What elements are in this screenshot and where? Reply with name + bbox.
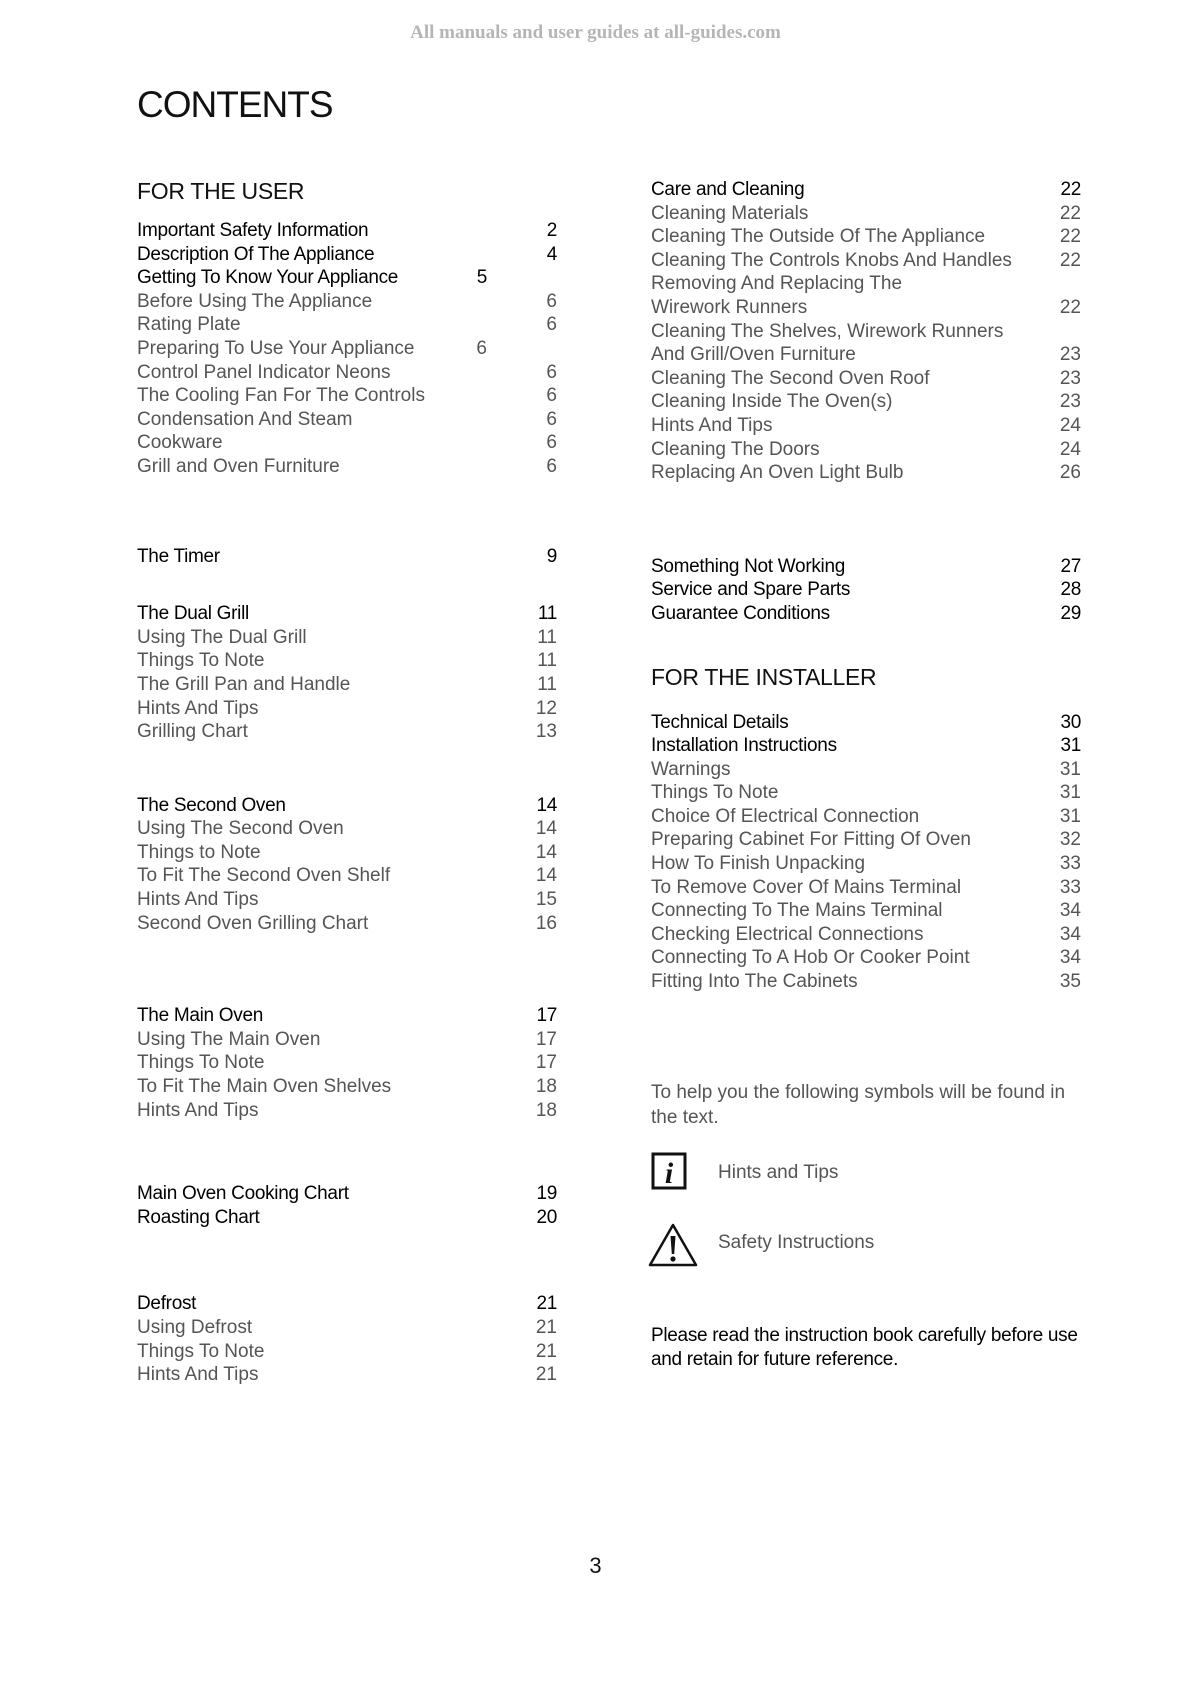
legend-safety [651,1222,1081,1292]
toc-entry [137,1004,557,1028]
toc-entry [651,578,1081,602]
toc-entry-page: 31 [1059,782,1081,804]
toc-entry-page: 23 [1059,391,1081,413]
toc-entry-label: Second Oven Grilling Chart [137,912,369,934]
toc-entry [651,852,1081,876]
toc-entry [651,758,1081,782]
toc-entry-label: Defrost [137,1293,197,1315]
legend-safety-label: Safety Instructions [718,1231,875,1253]
symbols-intro: To help you the following symbols will be found in the text. [651,1081,1066,1128]
warning-triangle-icon [647,1222,699,1273]
toc-entry-page: 11 [537,673,557,695]
toc-entry [137,431,557,455]
toc-entry-label: Checking Electrical Connections [651,923,924,945]
toc-entry-label: Hints And Tips [651,414,773,436]
toc-entry-label: Getting To Know Your Appliance [137,267,399,289]
toc-entry [137,1316,557,1340]
svg-text:i: i [664,1156,674,1190]
toc-entry [651,320,1081,344]
toc-entry [651,202,1081,226]
toc-entry [651,828,1081,852]
toc-entry-page: 6 [546,385,557,407]
toc-entry [137,408,557,432]
toc-entry [137,1075,557,1099]
toc-entry-label: Important Safety Information [137,220,369,241]
toc-entry [651,367,1081,391]
toc-entry-label: Hints And Tips [137,1099,259,1121]
toc-entry-page: 32 [1059,829,1081,851]
toc-group [137,545,557,569]
toc-entry-label: Cookware [137,432,223,454]
toc-entry [137,361,557,385]
toc-entry [651,249,1081,273]
toc-entry [137,697,557,721]
page-title: CONTENTS [137,84,333,125]
toc-entry-label: Cleaning The Second Oven Roof [651,367,930,389]
legend-hints-label: Hints and Tips [718,1161,839,1183]
toc-entry-page: 34 [1059,923,1081,945]
toc-entry [137,337,557,361]
toc-entry-page: 22 [1059,296,1081,318]
toc-entry [137,219,557,243]
toc-entry-page: 11 [537,603,557,625]
watermark: All manuals and user guides at all-guides.com [410,22,781,43]
toc-entry-label: Fitting Into The Cabinets [651,971,858,993]
toc-entry [651,946,1081,970]
toc-entry-label: Using The Second Oven [137,818,344,840]
toc-group [137,1004,557,1122]
toc-group [651,711,1081,994]
toc-entry-label: To Fit The Main Oven Shelves [137,1076,392,1098]
toc-entry-label: Things To Note [137,650,265,672]
section-heading-installer: FOR THE INSTALLER [651,663,877,690]
toc-entry-page: 22 [1059,202,1081,224]
toc-entry-label: The Second Oven [137,794,286,816]
toc-entry [651,923,1081,947]
toc-entry-page: 6 [476,337,487,359]
toc-entry-page: 20 [536,1206,557,1228]
toc-entry-label: Cleaning The Controls Knobs And Handles [651,249,1012,271]
toc-entry [137,626,557,650]
toc-group [137,219,557,479]
toc-entry-page: 13 [535,721,557,743]
toc-entry-page: 26 [1059,462,1081,484]
toc-entry [137,1363,557,1387]
toc-entry-label: Technical Details [651,711,789,733]
toc-entry-label: Cleaning The Outside Of The Appliance [651,226,986,248]
toc-entry [137,841,557,865]
toc-entry-page: 24 [1059,438,1081,460]
toc-entry-label: Using Defrost [137,1317,253,1338]
toc-entry-label: Preparing Cabinet For Fitting Of Oven [651,829,971,851]
toc-entry-page: 11 [537,626,557,648]
legend-hints [651,1152,1081,1222]
toc-entry-page: 35 [1059,971,1081,993]
toc-entry-page: 30 [1060,711,1081,733]
toc-entry [137,673,557,697]
toc-entry-page: 6 [546,455,557,477]
toc-entry-page: 6 [546,314,557,336]
toc-entry [651,225,1081,249]
info-icon [651,1152,687,1195]
toc-entry-page: 18 [535,1076,557,1098]
toc-entry-label: Things to Note [137,841,261,863]
toc-entry-page: 14 [535,865,557,887]
toc-entry-label: Hints And Tips [137,1364,259,1386]
toc-entry [137,1028,557,1052]
toc-group [651,555,1081,626]
toc-entry-page: 14 [535,818,557,840]
toc-entry-label: To Fit The Second Oven Shelf [137,865,391,887]
toc-group [137,1182,557,1229]
toc-entry-label: The Timer [137,545,220,567]
toc-entry-label: And Grill/Oven Furniture [651,344,856,366]
toc-group [137,794,557,936]
toc-entry [651,414,1081,438]
toc-entry [137,1292,557,1316]
toc-entry [651,390,1081,414]
toc-entry [651,781,1081,805]
toc-entry-label: Grilling Chart [137,721,248,743]
toc-entry-label: Before Using The Appliance [137,290,373,312]
toc-entry-label: Main Oven Cooking Chart [137,1183,349,1205]
toc-entry-page: 33 [1059,876,1081,898]
toc-entry-label: Rating Plate [137,314,241,336]
toc-entry-page: 9 [546,545,557,567]
left-column [137,178,557,1387]
toc-entry-page: 21 [535,1317,557,1338]
toc-entry [651,555,1081,579]
right-column [651,178,1081,1372]
toc-entry [137,1182,557,1206]
toc-entry-page: 34 [1059,900,1081,922]
toc-group [137,602,557,744]
toc-entry-page: 17 [535,1052,557,1074]
toc-entry [651,461,1081,485]
toc-entry-page: 21 [535,1340,557,1362]
toc-entry [651,805,1081,829]
toc-entry-label: Choice Of Electrical Connection [651,805,920,827]
toc-entry-page: 34 [1059,947,1081,969]
toc-entry-label: Wirework Runners [651,296,808,318]
page-number: 3 [589,1553,602,1578]
toc-entry-label: The Grill Pan and Handle [137,673,351,695]
toc-entry-page: 6 [546,432,557,454]
toc-entry [137,888,557,912]
toc-entry-label: Things To Note [137,1052,265,1074]
toc-entry-label: Roasting Chart [137,1206,260,1228]
toc-entry-label: Cleaning Materials [651,202,809,224]
toc-entry-label: Description Of The Appliance [137,243,375,265]
toc-entry-label: Guarantee Conditions [651,602,830,624]
toc-entry-label: Things To Note [137,1340,265,1362]
toc-entry-label: The Dual Grill [137,603,249,625]
toc-entry [137,243,557,267]
toc-entry-label: Installation Instructions [651,735,837,757]
toc-entry-label: The Cooling Fan For The Controls [137,385,425,407]
toc-entry-page: 22 [1059,249,1081,271]
toc-entry-page: 31 [1060,735,1081,757]
toc-entry [137,602,557,626]
toc-entry [137,864,557,888]
toc-entry [137,649,557,673]
toc-entry-label: Using The Main Oven [137,1028,321,1050]
toc-entry-label: Things To Note [651,782,779,804]
toc-entry-page: 23 [1059,367,1081,389]
toc-entry-label: The Main Oven [137,1005,263,1027]
toc-entry [137,455,557,479]
toc-entry-page: 19 [536,1183,557,1205]
toc-entry-label: Cleaning The Shelves, Wirework Runners [651,320,1004,342]
toc-entry-page: 5 [476,267,487,289]
toc-entry-label: Warnings [651,758,731,780]
toc-entry [137,720,557,744]
toc-entry [651,438,1081,462]
toc-entry-label: Control Panel Indicator Neons [137,361,391,383]
toc-entry-label: Connecting To The Mains Terminal [651,900,943,922]
toc-entry [137,817,557,841]
toc-group [651,178,1081,485]
toc-entry-page: 31 [1059,758,1081,780]
toc-entry-page: 21 [535,1364,557,1386]
toc-entry-page: 6 [546,361,557,383]
toc-entry [137,1051,557,1075]
toc-entry-page: 12 [535,697,557,719]
toc-entry-page: 4 [546,243,557,265]
toc-entry [137,1099,557,1123]
toc-entry [137,1206,557,1230]
toc-entry-page: 33 [1059,853,1081,875]
toc-entry [137,1340,557,1364]
toc-entry [137,290,557,314]
toc-entry-label: Condensation And Steam [137,408,353,430]
toc-entry-label: How To Finish Unpacking [651,853,866,875]
toc-entry [137,384,557,408]
toc-entry-page: 21 [536,1293,557,1315]
toc-entry-label: Hints And Tips [137,889,259,911]
toc-entry-page: 2 [546,220,557,241]
closing-note: Please read the instruction book carefully before use and retain for future reference. [651,1324,1078,1370]
toc-entry-page: 11 [537,650,557,672]
toc-entry-page: 14 [535,841,557,863]
toc-entry-page: 18 [535,1099,557,1121]
toc-entry [651,970,1081,994]
toc-entry-label: Cleaning The Doors [651,438,820,460]
toc-entry [137,912,557,936]
toc-entry [137,545,557,569]
toc-entry-label: Removing And Replacing The [651,273,903,295]
toc-entry [651,602,1081,626]
toc-entry-page: 16 [535,912,557,934]
toc-entry [137,266,557,290]
toc-entry [137,313,557,337]
toc-entry-page: 31 [1059,805,1081,827]
toc-entry-page: 14 [536,794,557,816]
toc-entry [651,876,1081,900]
toc-entry-label: Hints And Tips [137,697,259,719]
toc-entry-page: 15 [535,889,557,911]
toc-entry-label: Something Not Working [651,555,845,577]
toc-group [137,1292,557,1386]
toc-entry [651,343,1081,367]
toc-entry-page: 6 [546,290,557,312]
toc-entry-page: 22 [1060,179,1081,200]
toc-entry-page: 24 [1059,414,1081,436]
toc-entry [651,272,1081,296]
toc-entry-label: Replacing An Oven Light Bulb [651,462,904,484]
toc-entry-label: Connecting To A Hob Or Cooker Point [651,947,970,969]
toc-entry-page: 22 [1059,226,1081,248]
toc-entry-label: Cleaning Inside The Oven(s) [651,391,893,413]
toc-entry-page: 17 [535,1028,557,1050]
toc-entry [651,178,1081,202]
toc-entry-label: Grill and Oven Furniture [137,455,340,477]
toc-entry-page: 28 [1060,579,1081,601]
toc-entry-label: Preparing To Use Your Appliance [137,337,415,359]
toc-entry [651,296,1081,320]
toc-entry [651,711,1081,735]
toc-entry [651,899,1081,923]
toc-entry-page: 27 [1060,555,1081,577]
toc-entry-page: 23 [1059,344,1081,366]
toc-entry-label: To Remove Cover Of Mains Terminal [651,876,962,898]
toc-entry-page: 6 [546,408,557,430]
toc-entry-page: 17 [536,1005,557,1027]
toc-entry [651,734,1081,758]
toc-entry-label: Care and Cleaning [651,179,805,200]
toc-entry-page: 29 [1060,602,1081,624]
toc-entry-label: Using The Dual Grill [137,626,307,648]
toc-entry-label: Service and Spare Parts [651,579,851,601]
section-heading-user: FOR THE USER [137,178,305,204]
toc-entry [137,794,557,818]
